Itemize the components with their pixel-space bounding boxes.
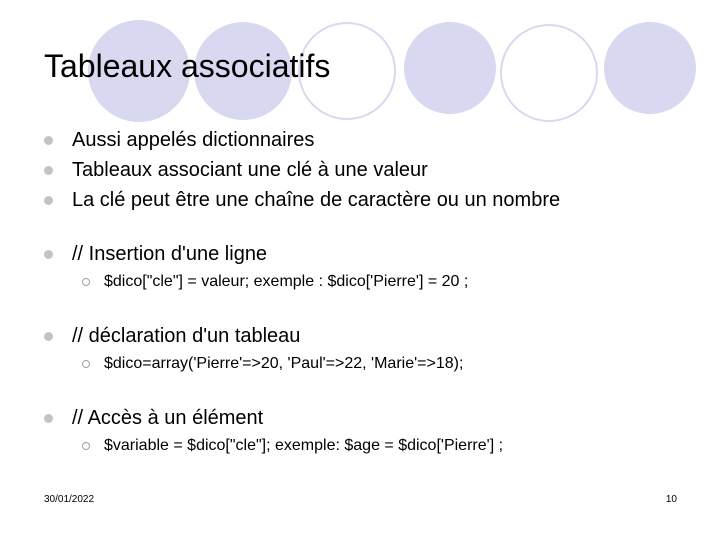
bullet-text: Aussi appelés dictionnaires — [72, 129, 315, 151]
bullet-dot-icon — [44, 136, 53, 145]
decor-circle-4 — [404, 22, 496, 114]
sub-bullet-ring-icon — [82, 360, 90, 368]
section-heading-text: // Insertion d'une ligne — [72, 243, 268, 265]
bullet-text: Tableaux associant une clé à une valeur — [72, 159, 428, 181]
footer-date: 30/01/2022 — [44, 494, 95, 505]
bullet-dot-icon — [44, 414, 53, 423]
page-number: 10 — [665, 494, 677, 505]
bullet-dot-icon — [44, 250, 53, 259]
section-heading-text: // déclaration d'un tableau — [72, 325, 301, 347]
code-text: $dico["cle"] = valeur; exemple : $dico['Pierre'] = 20 ; — [104, 273, 469, 290]
decor-circle-6 — [604, 22, 696, 114]
decor-circle-5 — [500, 24, 598, 122]
bullet-dot-icon — [44, 166, 53, 175]
bullet-dot-icon — [44, 196, 53, 205]
code-text: $variable = $dico["cle"]; exemple: $age = $dico['Pierre'] ; — [104, 437, 504, 454]
sub-bullet-ring-icon — [82, 278, 90, 286]
bullet-dot-icon — [44, 332, 53, 341]
code-text: $dico=array('Pierre'=>20, 'Paul'=>22, 'Marie'=>18); — [104, 355, 464, 372]
bullet-text: La clé peut être une chaîne de caractère ou un nombre — [72, 189, 561, 211]
slide-title: Tableaux associatifs — [44, 48, 331, 84]
sub-bullet-ring-icon — [82, 442, 90, 450]
section-heading-text: // Accès à un élément — [72, 407, 264, 429]
